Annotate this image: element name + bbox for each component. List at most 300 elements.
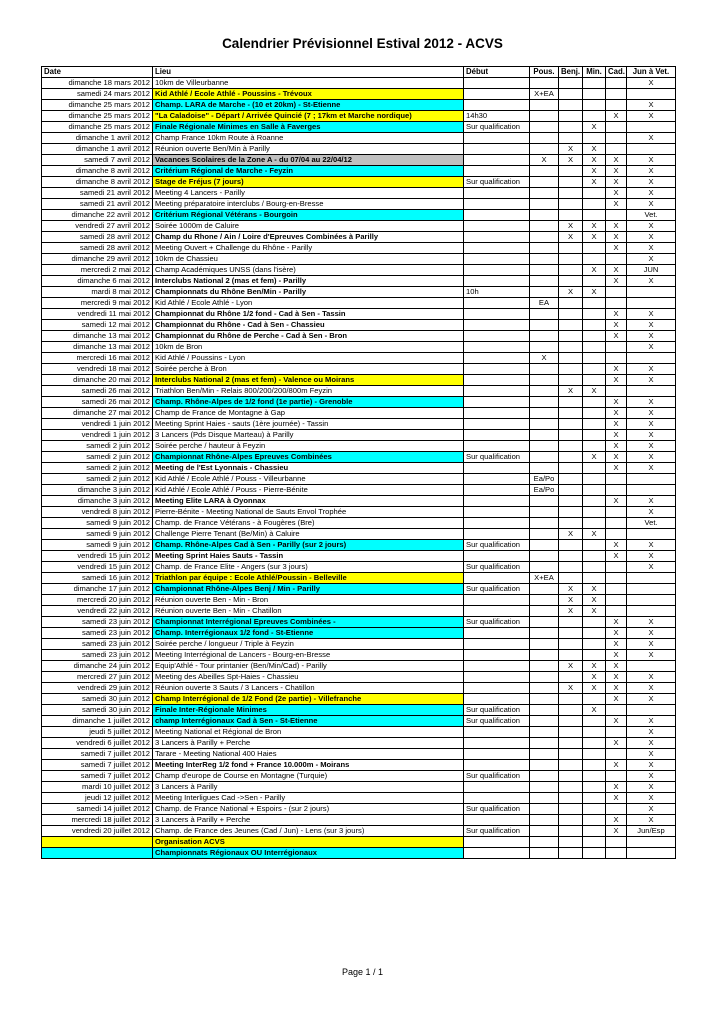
cell-debut — [464, 518, 530, 529]
legend-empty-cell — [559, 837, 583, 848]
cell-lieu: Kid Athlé / Ecole Athlé / Pouss - Villeurbanne — [153, 474, 464, 485]
cell-cad: X — [606, 331, 627, 342]
cell-pous — [530, 320, 559, 331]
cell-lieu: Meeting Interligues Cad ->Sen - Parilly — [153, 793, 464, 804]
cell-pous — [530, 419, 559, 430]
cell-date: samedi 24 mars 2012 — [42, 89, 153, 100]
cell-cad — [606, 144, 627, 155]
cell-date: vendredi 8 juin 2012 — [42, 507, 153, 518]
cell-pous — [530, 760, 559, 771]
cell-min: X — [583, 452, 606, 463]
cell-date: dimanche 1 juillet 2012 — [42, 716, 153, 727]
cell-debut — [464, 320, 530, 331]
cell-jun: X — [627, 375, 676, 386]
cell-benj — [559, 177, 583, 188]
cell-benj — [559, 815, 583, 826]
cell-debut — [464, 155, 530, 166]
table-row — [42, 111, 676, 122]
cell-cad: X — [606, 111, 627, 122]
cell-debut — [464, 331, 530, 342]
cell-benj — [559, 573, 583, 584]
cell-date: dimanche 1 avril 2012 — [42, 144, 153, 155]
cell-debut — [464, 144, 530, 155]
cell-debut — [464, 551, 530, 562]
cell-pous — [530, 265, 559, 276]
cell-pous — [530, 397, 559, 408]
cell-min — [583, 441, 606, 452]
table-row — [42, 463, 676, 474]
cell-debut — [464, 606, 530, 617]
cell-cad: X — [606, 463, 627, 474]
cell-cad: X — [606, 419, 627, 430]
cell-min: X — [583, 705, 606, 716]
cell-jun — [627, 529, 676, 540]
cell-min — [583, 254, 606, 265]
cell-min — [583, 474, 606, 485]
cell-debut — [464, 738, 530, 749]
cell-pous — [530, 518, 559, 529]
cell-pous — [530, 287, 559, 298]
cell-benj — [559, 419, 583, 430]
cell-lieu: Meeting Sprint Haies - sauts (1ère journée) - Tassin — [153, 419, 464, 430]
cell-cad: X — [606, 782, 627, 793]
cell-jun: X — [627, 111, 676, 122]
cell-min: X — [583, 144, 606, 155]
cell-cad — [606, 342, 627, 353]
cell-min — [583, 188, 606, 199]
cell-lieu: Kid Athlé / Ecole Athlé / Pouss - Pierre-Bénite — [153, 485, 464, 496]
cell-min — [583, 408, 606, 419]
cell-lieu: Meeting de l'Est Lyonnais - Chassieu — [153, 463, 464, 474]
table-row — [42, 298, 676, 309]
cell-debut — [464, 221, 530, 232]
cell-lieu: Interclubs National 2 (mas et fem) - Valence ou Moirans — [153, 375, 464, 386]
cell-jun: X — [627, 331, 676, 342]
cell-jun: X — [627, 760, 676, 771]
cell-min — [583, 320, 606, 331]
cell-cad — [606, 485, 627, 496]
cell-benj — [559, 342, 583, 353]
cell-lieu: Réunion ouverte Ben/Min à Parilly — [153, 144, 464, 155]
cell-benj — [559, 320, 583, 331]
cell-pous — [530, 177, 559, 188]
cell-pous — [530, 122, 559, 133]
table-row — [42, 727, 676, 738]
cell-date: vendredi 18 mai 2012 — [42, 364, 153, 375]
cell-jun: X — [627, 815, 676, 826]
cell-benj — [559, 441, 583, 452]
table-row — [42, 738, 676, 749]
table-row — [42, 793, 676, 804]
cell-debut: Sur qualification — [464, 617, 530, 628]
cell-lieu: Finale Inter-Régionale Minimes — [153, 705, 464, 716]
cell-debut: Sur qualification — [464, 826, 530, 837]
cell-jun: X — [627, 133, 676, 144]
cell-benj — [559, 276, 583, 287]
cell-date: dimanche 13 mai 2012 — [42, 342, 153, 353]
cell-jun: X — [627, 771, 676, 782]
cell-debut — [464, 815, 530, 826]
cell-benj — [559, 111, 583, 122]
cell-pous — [530, 738, 559, 749]
cell-benj: X — [559, 584, 583, 595]
cell-lieu: Critérium Régional Vétérans - Bourgoin — [153, 210, 464, 221]
cell-date: vendredi 1 juin 2012 — [42, 419, 153, 430]
cell-date: dimanche 29 avril 2012 — [42, 254, 153, 265]
cell-lieu: Challenge Pierre Tenant (Be/Min) à Caluire — [153, 529, 464, 540]
cell-pous — [530, 815, 559, 826]
cell-lieu: 10km de Bron — [153, 342, 464, 353]
cell-jun: X — [627, 364, 676, 375]
cell-date: dimanche 24 juin 2012 — [42, 661, 153, 672]
cell-min — [583, 100, 606, 111]
cell-min: X — [583, 265, 606, 276]
table-row — [42, 177, 676, 188]
cell-min — [583, 243, 606, 254]
cell-debut — [464, 342, 530, 353]
cell-date: dimanche 13 mai 2012 — [42, 331, 153, 342]
cell-min: X — [583, 672, 606, 683]
cell-min — [583, 133, 606, 144]
legend-empty-cell — [606, 848, 627, 859]
cell-lieu: Champ du Rhone / Ain / Loire d'Epreuves Combinées à Parilly — [153, 232, 464, 243]
cell-min — [583, 298, 606, 309]
cell-benj — [559, 540, 583, 551]
cell-benj — [559, 243, 583, 254]
cell-lieu: Soirée perche à Bron — [153, 364, 464, 375]
cell-pous — [530, 364, 559, 375]
table-row — [42, 342, 676, 353]
cell-jun: Jun/Esp — [627, 826, 676, 837]
cell-cad — [606, 562, 627, 573]
cell-pous: Ea/Po — [530, 474, 559, 485]
table-row — [42, 617, 676, 628]
cell-lieu: Champ de France de Montagne à Gap — [153, 408, 464, 419]
cell-pous — [530, 100, 559, 111]
cell-date: mercredi 27 juin 2012 — [42, 672, 153, 683]
cell-benj — [559, 254, 583, 265]
cell-lieu: Championnat du Rhône - Cad à Sen - Chassieu — [153, 320, 464, 331]
cell-lieu: Kid Athlé / Ecole Athlé - Lyon — [153, 298, 464, 309]
cell-benj — [559, 760, 583, 771]
cell-lieu: Stage de Fréjus (7 jours) — [153, 177, 464, 188]
cell-jun — [627, 705, 676, 716]
table-row — [42, 397, 676, 408]
header-lieu: Lieu — [153, 67, 464, 78]
cell-jun: X — [627, 221, 676, 232]
table-row — [42, 100, 676, 111]
cell-min — [583, 551, 606, 562]
cell-debut — [464, 100, 530, 111]
cell-jun: X — [627, 650, 676, 661]
cell-date: dimanche 25 mars 2012 — [42, 100, 153, 111]
cell-cad: X — [606, 188, 627, 199]
cell-debut — [464, 375, 530, 386]
cell-cad: X — [606, 551, 627, 562]
cell-pous — [530, 727, 559, 738]
cell-cad — [606, 474, 627, 485]
cell-debut — [464, 397, 530, 408]
cell-benj: X — [559, 606, 583, 617]
cell-jun: X — [627, 507, 676, 518]
cell-date: vendredi 11 mai 2012 — [42, 309, 153, 320]
cell-lieu: 3 Lancers à Parilly + Perche — [153, 738, 464, 749]
cell-benj — [559, 397, 583, 408]
cell-min — [583, 628, 606, 639]
cell-min — [583, 276, 606, 287]
cell-date: samedi 12 mai 2012 — [42, 320, 153, 331]
table-row — [42, 122, 676, 133]
header-jun: Jun à Vet. — [627, 67, 676, 78]
cell-lieu: Champ. de France des Jeunes (Cad / Jun) - Lens (sur 3 jours) — [153, 826, 464, 837]
cell-min — [583, 793, 606, 804]
cell-date: mercredi 20 juin 2012 — [42, 595, 153, 606]
table-row — [42, 320, 676, 331]
cell-benj: X — [559, 529, 583, 540]
cell-lieu: Critérium Régional de Marche - Feyzin — [153, 166, 464, 177]
cell-cad — [606, 529, 627, 540]
calendar-table — [41, 66, 676, 859]
cell-debut — [464, 298, 530, 309]
table-row — [42, 551, 676, 562]
table-row — [42, 375, 676, 386]
cell-lieu: Champ. Rhône-Alpes de 1/2 fond (1e partie) - Grenoble — [153, 397, 464, 408]
cell-lieu: Triathlon Ben/Min - Relais 800/200/200/800m Feyzin — [153, 386, 464, 397]
cell-pous — [530, 705, 559, 716]
table-row — [42, 408, 676, 419]
cell-lieu: Meeting InterReg 1/2 fond + France 10.000m - Moirans — [153, 760, 464, 771]
cell-pous — [530, 639, 559, 650]
cell-date: samedi 2 juin 2012 — [42, 452, 153, 463]
cell-jun — [627, 595, 676, 606]
cell-cad: X — [606, 221, 627, 232]
cell-cad: X — [606, 166, 627, 177]
table-row — [42, 782, 676, 793]
cell-min — [583, 694, 606, 705]
cell-cad: X — [606, 760, 627, 771]
cell-date: mardi 8 mai 2012 — [42, 287, 153, 298]
cell-jun: X — [627, 683, 676, 694]
cell-min — [583, 397, 606, 408]
cell-jun: X — [627, 320, 676, 331]
header-row — [42, 67, 676, 78]
cell-jun: X — [627, 199, 676, 210]
cell-cad: X — [606, 540, 627, 551]
cell-cad: X — [606, 496, 627, 507]
cell-benj — [559, 265, 583, 276]
legend-empty-cell — [606, 837, 627, 848]
cell-benj — [559, 496, 583, 507]
cell-date: dimanche 8 avril 2012 — [42, 177, 153, 188]
cell-date: dimanche 17 juin 2012 — [42, 584, 153, 595]
cell-lieu: Meeting Sprint Haies Sauts - Tassin — [153, 551, 464, 562]
cell-pous — [530, 804, 559, 815]
cell-cad — [606, 749, 627, 760]
cell-benj — [559, 188, 583, 199]
cell-debut — [464, 232, 530, 243]
cell-jun — [627, 122, 676, 133]
cell-lieu: Kid Athlé / Ecole Athlé - Poussins - Trévoux — [153, 89, 464, 100]
cell-pous — [530, 562, 559, 573]
table-row — [42, 518, 676, 529]
cell-benj — [559, 749, 583, 760]
cell-debut — [464, 243, 530, 254]
cell-lieu: Champ d'europe de Course en Montagne (Turquie) — [153, 771, 464, 782]
cell-benj — [559, 166, 583, 177]
cell-date: samedi 9 juin 2012 — [42, 540, 153, 551]
cell-lieu: Réunion ouverte 3 Sauts / 3 Lancers - Chatillon — [153, 683, 464, 694]
cell-min — [583, 562, 606, 573]
cell-debut — [464, 386, 530, 397]
cell-jun: X — [627, 276, 676, 287]
cell-benj: X — [559, 661, 583, 672]
cell-lieu: Champ. LARA de Marche - (10 et 20km) - St-Etienne — [153, 100, 464, 111]
cell-date: samedi 7 juillet 2012 — [42, 771, 153, 782]
cell-date: samedi 23 juin 2012 — [42, 639, 153, 650]
cell-debut — [464, 364, 530, 375]
cell-jun — [627, 661, 676, 672]
cell-benj — [559, 210, 583, 221]
cell-date: vendredi 20 juillet 2012 — [42, 826, 153, 837]
cell-date: dimanche 3 juin 2012 — [42, 485, 153, 496]
cell-jun: X — [627, 738, 676, 749]
cell-cad — [606, 353, 627, 364]
cell-date: samedi 28 avril 2012 — [42, 243, 153, 254]
cell-min — [583, 78, 606, 89]
cell-pous — [530, 595, 559, 606]
cell-pous — [530, 331, 559, 342]
cell-cad — [606, 771, 627, 782]
table-row — [42, 353, 676, 364]
cell-jun: X — [627, 408, 676, 419]
cell-jun: X — [627, 617, 676, 628]
cell-benj — [559, 331, 583, 342]
cell-pous — [530, 375, 559, 386]
cell-pous — [530, 430, 559, 441]
cell-date: samedi 9 juin 2012 — [42, 529, 153, 540]
cell-benj — [559, 793, 583, 804]
cell-date: samedi 21 avril 2012 — [42, 188, 153, 199]
table-row — [42, 441, 676, 452]
table-row — [42, 694, 676, 705]
cell-pous — [530, 199, 559, 210]
table-row — [42, 584, 676, 595]
cell-benj — [559, 782, 583, 793]
cell-pous — [530, 694, 559, 705]
table-row — [42, 265, 676, 276]
cell-min: X — [583, 595, 606, 606]
cell-min — [583, 650, 606, 661]
cell-debut — [464, 78, 530, 89]
cell-cad: X — [606, 716, 627, 727]
cell-date: samedi 14 juillet 2012 — [42, 804, 153, 815]
table-row — [42, 386, 676, 397]
cell-debut: 10h — [464, 287, 530, 298]
cell-lieu: Kid Athlé / Poussins - Lyon — [153, 353, 464, 364]
cell-min — [583, 507, 606, 518]
cell-date: mercredi 2 mai 2012 — [42, 265, 153, 276]
cell-min: X — [583, 683, 606, 694]
cell-benj — [559, 353, 583, 364]
cell-benj — [559, 650, 583, 661]
cell-benj — [559, 78, 583, 89]
cell-benj — [559, 672, 583, 683]
cell-jun: X — [627, 419, 676, 430]
cell-date: samedi 26 mai 2012 — [42, 386, 153, 397]
cell-jun: Vet. — [627, 518, 676, 529]
cell-lieu: Réunion ouverte Ben - Min - Bron — [153, 595, 464, 606]
cell-benj — [559, 452, 583, 463]
legend-row — [42, 848, 676, 859]
cell-date: dimanche 18 mars 2012 — [42, 78, 153, 89]
cell-cad: X — [606, 628, 627, 639]
cell-date: vendredi 22 juin 2012 — [42, 606, 153, 617]
table-row — [42, 661, 676, 672]
cell-jun: X — [627, 672, 676, 683]
cell-jun — [627, 584, 676, 595]
cell-pous — [530, 683, 559, 694]
cell-pous — [530, 551, 559, 562]
cell-date: samedi 21 avril 2012 — [42, 199, 153, 210]
table-row — [42, 815, 676, 826]
cell-benj — [559, 507, 583, 518]
cell-debut — [464, 694, 530, 705]
cell-cad — [606, 507, 627, 518]
cell-lieu: Champ. de France National + Espoirs - (sur 2 jours) — [153, 804, 464, 815]
cell-benj — [559, 639, 583, 650]
cell-jun: X — [627, 727, 676, 738]
cell-lieu: champ Interrégionaux Cad à Sen - St-Etienne — [153, 716, 464, 727]
cell-pous — [530, 133, 559, 144]
cell-benj — [559, 771, 583, 782]
cell-benj — [559, 199, 583, 210]
table-row — [42, 595, 676, 606]
cell-benj — [559, 485, 583, 496]
cell-min — [583, 518, 606, 529]
cell-pous — [530, 144, 559, 155]
cell-lieu: Championnat Interrégional Epreuves Combinées - — [153, 617, 464, 628]
cell-lieu: Meeting préparatoire interclubs / Bourg-en-Bresse — [153, 199, 464, 210]
cell-debut — [464, 672, 530, 683]
legend-empty-cell — [530, 837, 559, 848]
page-title: Calendrier Prévisionnel Estival 2012 - ACVS — [222, 36, 503, 51]
cell-date: jeudi 12 juillet 2012 — [42, 793, 153, 804]
cell-benj — [559, 551, 583, 562]
cell-cad — [606, 804, 627, 815]
cell-cad — [606, 89, 627, 100]
table-row — [42, 540, 676, 551]
cell-pous — [530, 309, 559, 320]
cell-debut: Sur qualification — [464, 540, 530, 551]
cell-lieu: Interclubs National 2 (mas et fem) - Parilly — [153, 276, 464, 287]
cell-jun — [627, 298, 676, 309]
cell-cad — [606, 518, 627, 529]
cell-debut — [464, 474, 530, 485]
cell-date: samedi 7 juillet 2012 — [42, 760, 153, 771]
cell-date: dimanche 6 mai 2012 — [42, 276, 153, 287]
cell-benj — [559, 474, 583, 485]
cell-pous: Ea/Po — [530, 485, 559, 496]
cell-pous — [530, 716, 559, 727]
cell-debut — [464, 573, 530, 584]
cell-cad: X — [606, 364, 627, 375]
cell-cad: X — [606, 375, 627, 386]
page-footer: Page 1 / 1 — [341, 967, 384, 977]
cell-benj — [559, 705, 583, 716]
cell-debut — [464, 639, 530, 650]
cell-min — [583, 375, 606, 386]
legend-empty-cell — [627, 848, 676, 859]
